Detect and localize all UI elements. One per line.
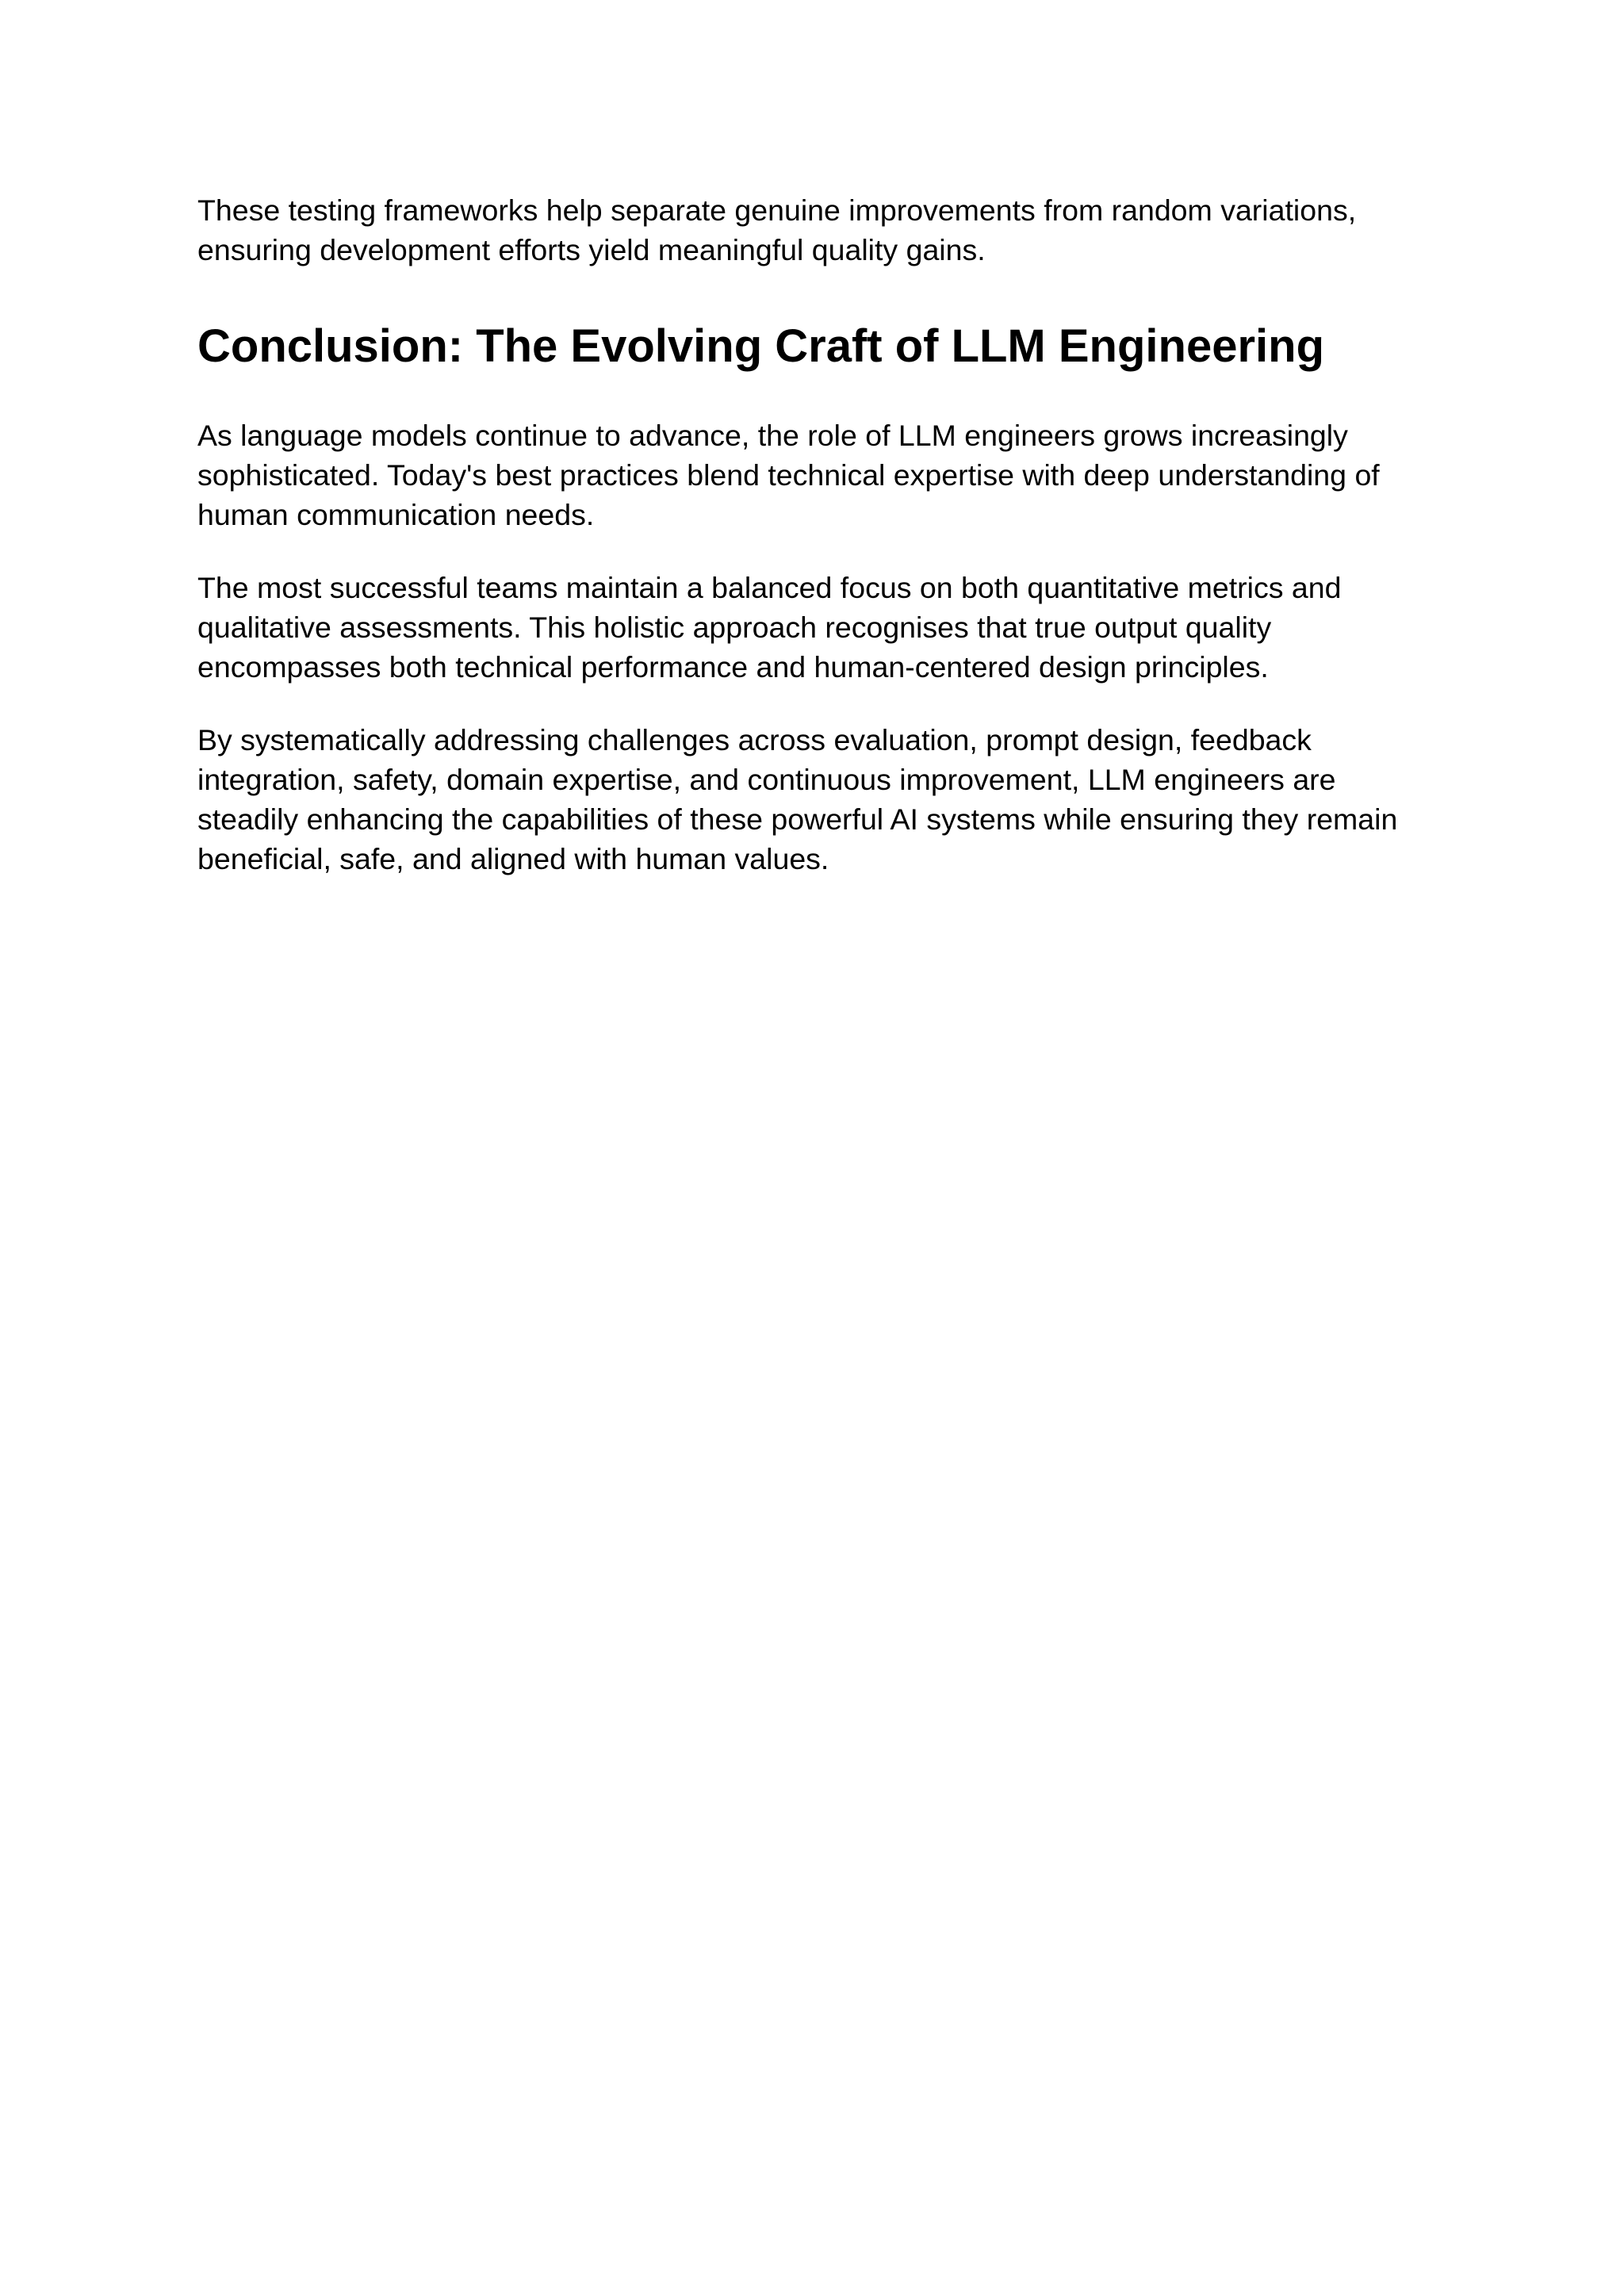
document-page xyxy=(197,190,1434,912)
intro-paragraph: These testing frameworks help separate genuine improvements from random variations, ensuring development efforts yield meaningful quality gains. xyxy=(197,193,1357,266)
body-paragraph-3: By systematically addressing challenges across evaluation, prompt design, feedback integration, safety, domain expertise, and continuous improvement, LLM engineers are steadily enhancing the capabilities of these powerful AI systems while ensuring they remain beneficial, safe, and aligned with human values. xyxy=(197,723,1398,875)
section-heading: Conclusion: The Evolving Craft of LLM Engineering xyxy=(197,320,1324,372)
body-paragraph-1: As language models continue to advance, the role of LLM engineers grows increasingly sophisticated. Today's best practices blend technical expertise with deep understanding of human communication needs. xyxy=(197,419,1380,531)
body-paragraph-2: The most successful teams maintain a balanced focus on both quantitative metrics and qualitative assessments. This holistic approach recognises that true output quality encompasses both technical performance and human-centered design principles. xyxy=(197,571,1342,684)
